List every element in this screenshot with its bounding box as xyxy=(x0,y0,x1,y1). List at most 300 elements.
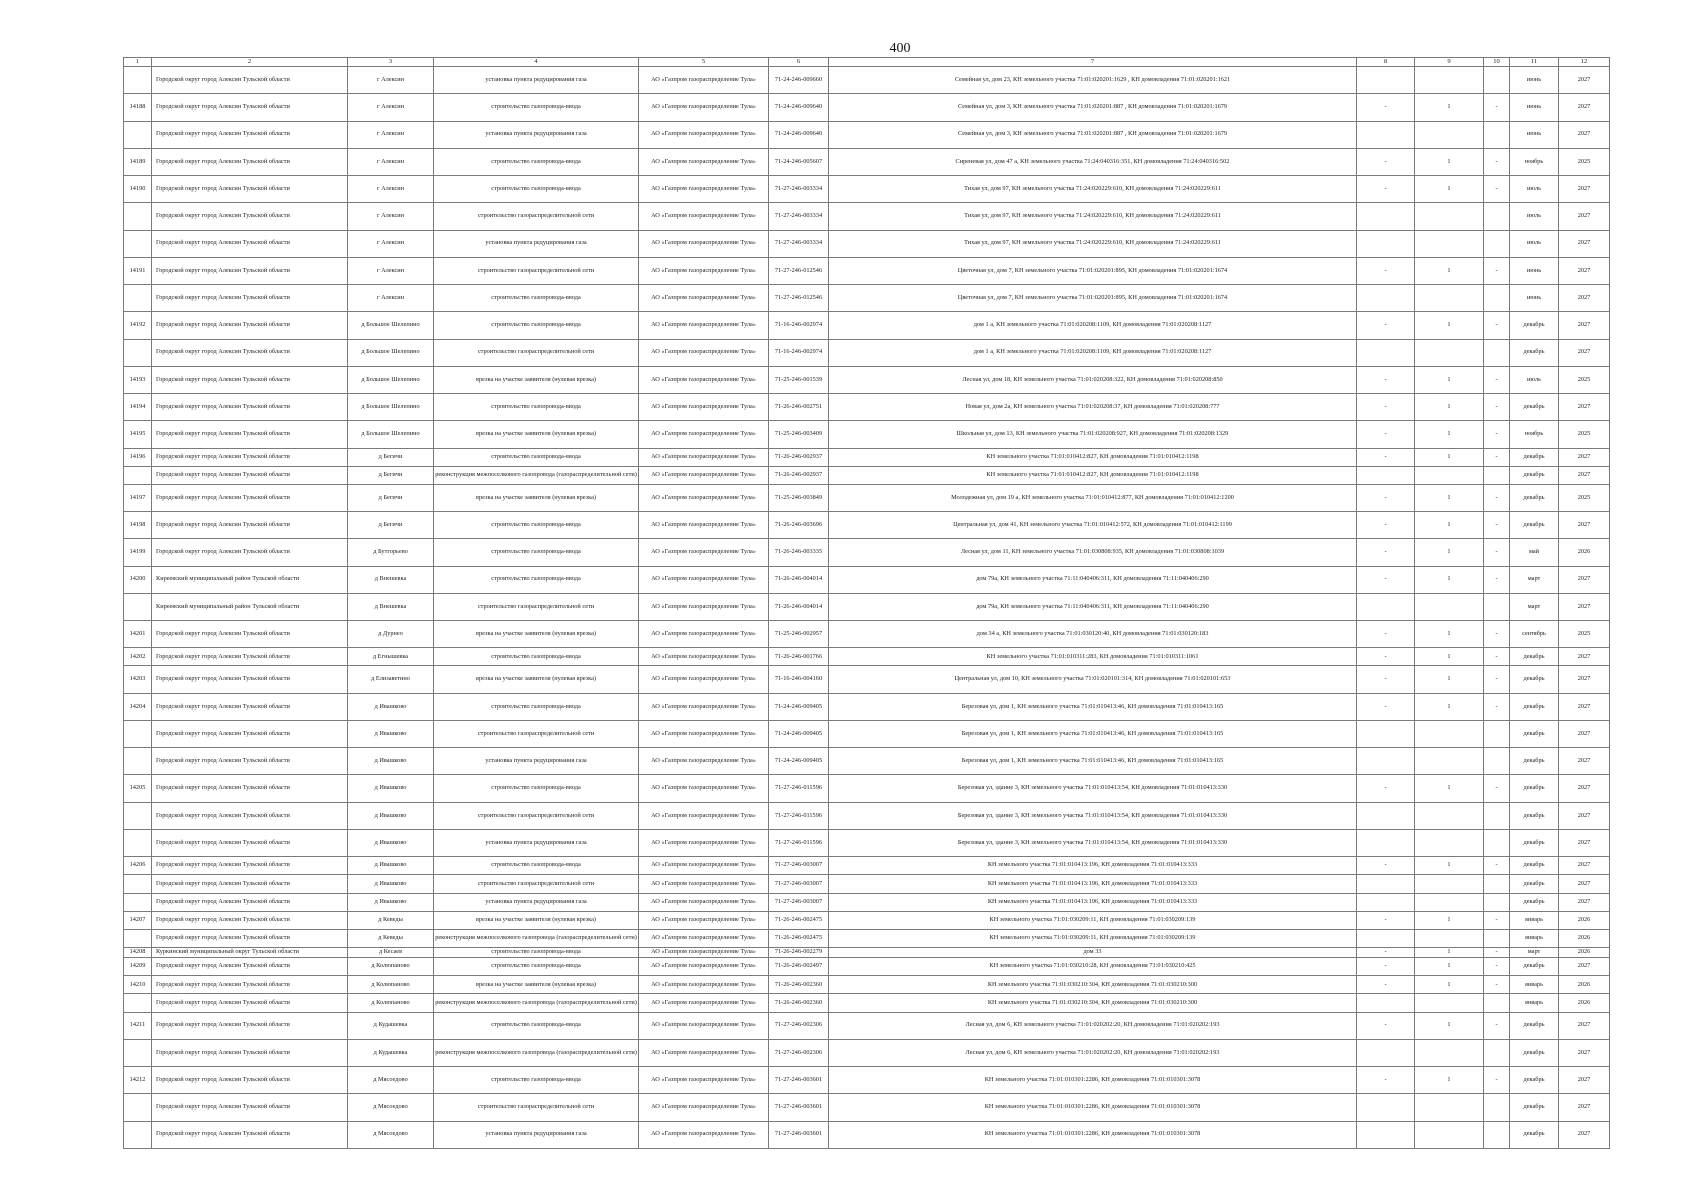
table-row xyxy=(124,566,1610,593)
table-cell: АО «Газпром газораспределение Тула» xyxy=(639,67,769,94)
table-cell: строительство газопровода-ввода xyxy=(434,775,639,802)
table-cell: - xyxy=(1484,948,1510,958)
table-cell: АО «Газпром газораспределение Тула» xyxy=(639,1121,769,1148)
table-cell: - xyxy=(1357,948,1415,958)
table-cell xyxy=(124,875,152,893)
table-cell: - xyxy=(1484,94,1510,121)
table-row xyxy=(124,893,1610,911)
table-cell: - xyxy=(1484,1067,1510,1094)
table-cell: строительство газопровода-ввода xyxy=(434,94,639,121)
table-cell: врезка на участке заявителя (нулевая врезка) xyxy=(434,666,639,693)
column-header: 7 xyxy=(829,58,1357,67)
table-cell xyxy=(1415,203,1484,230)
table-cell: 1 xyxy=(1415,775,1484,802)
table-cell: 1 xyxy=(1415,566,1484,593)
table-cell: 14203 xyxy=(124,666,152,693)
table-cell: д Ивашково xyxy=(348,775,434,802)
table-cell: 14191 xyxy=(124,257,152,284)
table-cell: 71-16-246-004160 xyxy=(769,666,829,693)
table-cell: 14198 xyxy=(124,512,152,539)
table-cell: июнь xyxy=(1510,67,1559,94)
table-cell: - xyxy=(1357,666,1415,693)
table-cell: 1 xyxy=(1415,448,1484,466)
table-cell: Лесная ул, дом 11, КН земельного участка 71:01:030808:935, КН домовладения 71:01:030808:1039 xyxy=(829,539,1357,566)
table-cell: 71-27-246-003601 xyxy=(769,1067,829,1094)
table-cell: 71-27-246-011596 xyxy=(769,829,829,856)
table-cell: АО «Газпром газораспределение Тула» xyxy=(639,893,769,911)
table-cell: 14195 xyxy=(124,421,152,448)
table-cell: д Ивашково xyxy=(348,857,434,875)
table-cell: АО «Газпром газораспределение Тула» xyxy=(639,121,769,148)
table-cell: 2027 xyxy=(1559,648,1610,666)
table-cell: - xyxy=(1357,257,1415,284)
table-cell: - xyxy=(1357,448,1415,466)
table-row xyxy=(124,948,1610,958)
table-cell: АО «Газпром газораспределение Тула» xyxy=(639,1067,769,1094)
table-cell: - xyxy=(1484,421,1510,448)
table-cell: Городской округ город Алексин Тульской области xyxy=(152,875,348,893)
table-cell xyxy=(1484,829,1510,856)
table-cell: декабрь xyxy=(1510,1067,1559,1094)
table-cell: 2026 xyxy=(1559,948,1610,958)
table-cell: 14200 xyxy=(124,566,152,593)
table-row xyxy=(124,1121,1610,1148)
table-cell: декабрь xyxy=(1510,648,1559,666)
table-cell: Киреевский муниципальный район Тульской области xyxy=(152,593,348,620)
table-cell: д Бегичи xyxy=(348,448,434,466)
table-cell: 71-26-246-002360 xyxy=(769,976,829,994)
table-cell: АО «Газпром газораспределение Тула» xyxy=(639,829,769,856)
table-cell: 14196 xyxy=(124,448,152,466)
table-cell: Городской округ город Алексин Тульской области xyxy=(152,648,348,666)
table-cell: 71-24-246-005607 xyxy=(769,148,829,175)
table-cell: 1 xyxy=(1415,94,1484,121)
table-cell: 14193 xyxy=(124,366,152,393)
table-cell: 71-27-246-003601 xyxy=(769,1121,829,1148)
table-row xyxy=(124,312,1610,339)
table-cell: установка пункта редуцирования газа xyxy=(434,893,639,911)
table-cell: строительство газопровода-ввода xyxy=(434,148,639,175)
table-cell: АО «Газпром газораспределение Тула» xyxy=(639,948,769,958)
table-row xyxy=(124,257,1610,284)
table-cell: КН земельного участка 71:01:030210:28, КН домовладения 71:01:030210:425 xyxy=(829,958,1357,976)
table-cell: АО «Газпром газораспределение Тула» xyxy=(639,1039,769,1066)
table-cell: декабрь xyxy=(1510,958,1559,976)
table-cell: декабрь xyxy=(1510,484,1559,511)
table-cell xyxy=(1415,748,1484,775)
table-cell: АО «Газпром газораспределение Тула» xyxy=(639,976,769,994)
table-cell: 14211 xyxy=(124,1012,152,1039)
table-cell: строительство газораспределительной сети xyxy=(434,593,639,620)
table-cell: Городской округ город Алексин Тульской области xyxy=(152,339,348,366)
table-cell: д Ивашково xyxy=(348,875,434,893)
page-number: 400 xyxy=(889,41,911,56)
table-cell: - xyxy=(1484,857,1510,875)
table-cell: строительство газопровода-ввода xyxy=(434,566,639,593)
table-cell: - xyxy=(1484,148,1510,175)
table-cell xyxy=(1357,466,1415,484)
table-cell: КН земельного участка 71:01:010301:2286, КН домовладения 71:01:010301:3078 xyxy=(829,1067,1357,1094)
table-cell: - xyxy=(1357,1067,1415,1094)
table-row xyxy=(124,421,1610,448)
table-cell xyxy=(124,285,152,312)
table-cell: Городской округ город Алексин Тульской области xyxy=(152,539,348,566)
table-cell: декабрь xyxy=(1510,512,1559,539)
table-cell: д Большое Шелепино xyxy=(348,421,434,448)
table-cell: АО «Газпром газораспределение Тула» xyxy=(639,312,769,339)
table-cell xyxy=(124,1121,152,1148)
table-cell: АО «Газпром газораспределение Тула» xyxy=(639,257,769,284)
table-cell: 71-27-246-011596 xyxy=(769,775,829,802)
table-row xyxy=(124,593,1610,620)
table-cell: июль xyxy=(1510,230,1559,257)
table-cell: декабрь xyxy=(1510,466,1559,484)
table-cell: строительство газопровода-ввода xyxy=(434,948,639,958)
table-cell: д Ивашково xyxy=(348,802,434,829)
table-cell: Березовая ул, дом 1, КН земельного участка 71:01:010413:46, КН домовладения 71:01:010413:165 xyxy=(829,748,1357,775)
table-cell: январь xyxy=(1510,929,1559,947)
table-cell xyxy=(1357,893,1415,911)
table-cell: 71-27-246-003601 xyxy=(769,1094,829,1121)
table-cell: строительство газопровода-ввода xyxy=(434,693,639,720)
table-cell: 14206 xyxy=(124,857,152,875)
table-cell: 2027 xyxy=(1559,67,1610,94)
table-cell: строительство газопровода-ввода xyxy=(434,312,639,339)
table-cell: Березовая ул, здание 3, КН земельного участка 71:01:010413:54, КН домовладения 71:01:010413:330 xyxy=(829,775,1357,802)
table-cell: АО «Газпром газораспределение Тула» xyxy=(639,958,769,976)
table-cell: Молодежная ул, дом 19 а, КН земельного участка 71:01:010412:877, КН домовладения 71:01:010412:1200 xyxy=(829,484,1357,511)
table-cell: АО «Газпром газораспределение Тула» xyxy=(639,857,769,875)
table-cell: 14209 xyxy=(124,958,152,976)
table-cell: 1 xyxy=(1415,312,1484,339)
table-cell: Семейная ул, дом 3, КН земельного участка 71:01:020201:887 , КН домовладения 71:01:020201:1679 xyxy=(829,121,1357,148)
table-cell: 14212 xyxy=(124,1067,152,1094)
table-cell: 71-27-246-002306 xyxy=(769,1012,829,1039)
table-cell: д Кудашевка xyxy=(348,1012,434,1039)
table-cell: 71-27-246-002306 xyxy=(769,1039,829,1066)
table-cell: 2025 xyxy=(1559,484,1610,511)
table-cell: 2027 xyxy=(1559,94,1610,121)
table-cell: 1 xyxy=(1415,1067,1484,1094)
table-cell: д Ивашково xyxy=(348,693,434,720)
table-cell: 2027 xyxy=(1559,748,1610,775)
table-cell: установка пункта редуцирования газа xyxy=(434,230,639,257)
table-cell: Городской округ город Алексин Тульской области xyxy=(152,448,348,466)
table-body xyxy=(124,67,1610,1149)
table-row xyxy=(124,1094,1610,1121)
table-cell: г Алексин xyxy=(348,257,434,284)
table-cell: установка пункта редуцирования газа xyxy=(434,748,639,775)
table-cell: - xyxy=(1357,94,1415,121)
table-cell: Городской округ город Алексин Тульской области xyxy=(152,958,348,976)
table-row xyxy=(124,666,1610,693)
table-cell: Городской округ город Алексин Тульской области xyxy=(152,1094,348,1121)
table-cell: 71-26-246-002279 xyxy=(769,948,829,958)
table-cell: - xyxy=(1357,484,1415,511)
table-cell: 1 xyxy=(1415,421,1484,448)
table-cell: реконструкция межпоселкового газопровода (газораспределительной сети) xyxy=(434,466,639,484)
table-cell: АО «Газпром газораспределение Тула» xyxy=(639,929,769,947)
table-row xyxy=(124,857,1610,875)
table-cell: АО «Газпром газораспределение Тула» xyxy=(639,394,769,421)
table-cell: д Мясоедово xyxy=(348,1121,434,1148)
table-cell: строительство газопровода-ввода xyxy=(434,857,639,875)
table-cell: ноябрь xyxy=(1510,421,1559,448)
table-row xyxy=(124,1067,1610,1094)
table-cell: - xyxy=(1357,421,1415,448)
table-cell: 2027 xyxy=(1559,802,1610,829)
table-cell: 1 xyxy=(1415,666,1484,693)
table-cell xyxy=(1484,875,1510,893)
table-cell xyxy=(1415,230,1484,257)
table-cell: - xyxy=(1484,484,1510,511)
table-cell: 71-26-246-002937 xyxy=(769,466,829,484)
column-header: 5 xyxy=(639,58,769,67)
table-cell xyxy=(124,994,152,1012)
table-cell: - xyxy=(1484,366,1510,393)
table-cell: 14199 xyxy=(124,539,152,566)
table-cell: - xyxy=(1357,857,1415,875)
table-cell: - xyxy=(1357,911,1415,929)
table-cell: АО «Газпром газораспределение Тула» xyxy=(639,1012,769,1039)
table-cell: 2027 xyxy=(1559,512,1610,539)
table-cell: д Егнышевка xyxy=(348,648,434,666)
table-cell: - xyxy=(1484,775,1510,802)
table-cell xyxy=(1484,466,1510,484)
table-cell: 71-16-246-002974 xyxy=(769,312,829,339)
table-cell: установка пункта редуцирования газа xyxy=(434,829,639,856)
table-cell: - xyxy=(1357,176,1415,203)
table-cell: 2026 xyxy=(1559,911,1610,929)
table-cell: 1 xyxy=(1415,394,1484,421)
table-cell: Березовая ул, здание 3, КН земельного участка 71:01:010413:54, КН домовладения 71:01:010413:330 xyxy=(829,802,1357,829)
table-cell xyxy=(1357,875,1415,893)
table-cell: - xyxy=(1484,394,1510,421)
table-row xyxy=(124,339,1610,366)
table-cell: 14189 xyxy=(124,148,152,175)
table-cell: Городской округ город Алексин Тульской области xyxy=(152,312,348,339)
table-cell xyxy=(124,802,152,829)
table-cell: г Алексин xyxy=(348,94,434,121)
header-row xyxy=(124,58,1610,67)
table-cell xyxy=(1415,720,1484,747)
table-cell: установка пункта редуцирования газа xyxy=(434,1121,639,1148)
table-cell: 71-24-246-009405 xyxy=(769,693,829,720)
table-cell: 2027 xyxy=(1559,448,1610,466)
table-cell: Городской округ город Алексин Тульской области xyxy=(152,1012,348,1039)
table-cell xyxy=(1357,285,1415,312)
table-cell: июнь xyxy=(1510,285,1559,312)
table-cell: Городской округ город Алексин Тульской области xyxy=(152,748,348,775)
table-cell: строительство газопровода-ввода xyxy=(434,1012,639,1039)
table-cell: 71-26-246-004014 xyxy=(769,593,829,620)
table-cell: Городской округ город Алексин Тульской области xyxy=(152,666,348,693)
table-cell: дом 79а, КН земельного участка 71:11:040406:311, КН домовладения 71:11:040406:290 xyxy=(829,566,1357,593)
table-cell: январь xyxy=(1510,911,1559,929)
table-cell: 71-26-246-002937 xyxy=(769,448,829,466)
table-cell xyxy=(1357,230,1415,257)
table-cell xyxy=(1357,802,1415,829)
table-cell: - xyxy=(1484,566,1510,593)
table-cell: июль xyxy=(1510,203,1559,230)
table-cell: 2027 xyxy=(1559,1094,1610,1121)
table-cell: 71-25-246-002957 xyxy=(769,621,829,648)
table-cell: г Алексин xyxy=(348,148,434,175)
table-cell: 71-27-246-003007 xyxy=(769,893,829,911)
table-cell: - xyxy=(1484,648,1510,666)
table-cell: 71-24-246-009640 xyxy=(769,94,829,121)
table-cell xyxy=(124,121,152,148)
table-cell: 14190 xyxy=(124,176,152,203)
table-cell xyxy=(124,1094,152,1121)
table-cell: 1 xyxy=(1415,148,1484,175)
table-cell xyxy=(1415,67,1484,94)
table-cell: декабрь xyxy=(1510,693,1559,720)
table-cell: июнь xyxy=(1510,121,1559,148)
table-cell: 2027 xyxy=(1559,394,1610,421)
table-cell: 2027 xyxy=(1559,121,1610,148)
table-cell: 14188 xyxy=(124,94,152,121)
table-cell: 2027 xyxy=(1559,285,1610,312)
table-cell: 2027 xyxy=(1559,176,1610,203)
table-cell xyxy=(1484,893,1510,911)
table-row xyxy=(124,448,1610,466)
table-cell: 2027 xyxy=(1559,857,1610,875)
table-cell: д Колюпаново xyxy=(348,976,434,994)
table-cell: 2027 xyxy=(1559,257,1610,284)
table-cell: Березовая ул, дом 1, КН земельного участка 71:01:010413:46, КН домовладения 71:01:010413:165 xyxy=(829,720,1357,747)
table-row xyxy=(124,829,1610,856)
table-cell xyxy=(1357,339,1415,366)
table-cell: 71-26-246-003335 xyxy=(769,539,829,566)
table-cell xyxy=(124,829,152,856)
table-cell: Городской округ город Алексин Тульской области xyxy=(152,94,348,121)
table-cell: - xyxy=(1357,958,1415,976)
table-cell: Городской округ город Алексин Тульской области xyxy=(152,911,348,929)
table-cell: Городской округ город Алексин Тульской области xyxy=(152,394,348,421)
table-cell: 2027 xyxy=(1559,1039,1610,1066)
table-cell: АО «Газпром газораспределение Тула» xyxy=(639,593,769,620)
table-cell: д Большое Шелепино xyxy=(348,366,434,393)
table-row xyxy=(124,693,1610,720)
column-header: 3 xyxy=(348,58,434,67)
table-row xyxy=(124,230,1610,257)
table-cell: АО «Газпром газораспределение Тула» xyxy=(639,285,769,312)
table-cell: Городской округ город Алексин Тульской области xyxy=(152,994,348,1012)
column-header: 4 xyxy=(434,58,639,67)
table-cell: врезка на участке заявителя (нулевая врезка) xyxy=(434,484,639,511)
table-cell: 2027 xyxy=(1559,1121,1610,1148)
table-cell xyxy=(1484,230,1510,257)
table-cell: июнь xyxy=(1510,257,1559,284)
table-cell: установка пункта редуцирования газа xyxy=(434,67,639,94)
table-cell: АО «Газпром газораспределение Тула» xyxy=(639,148,769,175)
table-cell: КН земельного участка 71:01:010413:196, КН домовладения 71:01:010413:333 xyxy=(829,893,1357,911)
table-cell: 2027 xyxy=(1559,1012,1610,1039)
table-cell xyxy=(1484,802,1510,829)
table-cell: Городской округ город Алексин Тульской области xyxy=(152,121,348,148)
table-cell: декабрь xyxy=(1510,875,1559,893)
table-cell: 2027 xyxy=(1559,958,1610,976)
table-cell: дом 1 а, КН земельного участка 71:01:020208:1109, КН домовладения 71:01:020208:1127 xyxy=(829,312,1357,339)
table-cell: март xyxy=(1510,566,1559,593)
table-cell: Центральная ул, дом 41, КН земельного участка 71:01:010412:572, КН домовладения 71:01:010412:1199 xyxy=(829,512,1357,539)
table-cell: май xyxy=(1510,539,1559,566)
table-cell xyxy=(124,720,152,747)
table-cell: - xyxy=(1484,958,1510,976)
table-row xyxy=(124,94,1610,121)
table-cell xyxy=(1484,1094,1510,1121)
table-cell xyxy=(1415,875,1484,893)
table-row xyxy=(124,911,1610,929)
table-cell: 2027 xyxy=(1559,203,1610,230)
table-cell: 1 xyxy=(1415,958,1484,976)
table-cell: строительство газопровода-ввода xyxy=(434,648,639,666)
table-cell: декабрь xyxy=(1510,802,1559,829)
table-cell xyxy=(124,230,152,257)
table-cell: июнь xyxy=(1510,94,1559,121)
table-cell xyxy=(1415,1094,1484,1121)
table-cell: строительство газораспределительной сети xyxy=(434,1094,639,1121)
table-cell: 14201 xyxy=(124,621,152,648)
table-cell: д Большое Шелепино xyxy=(348,339,434,366)
table-cell: июль xyxy=(1510,176,1559,203)
table-cell: декабрь xyxy=(1510,1039,1559,1066)
table-cell: АО «Газпром газораспределение Тула» xyxy=(639,911,769,929)
table-cell: - xyxy=(1484,539,1510,566)
table-cell: - xyxy=(1484,621,1510,648)
table-cell: - xyxy=(1357,366,1415,393)
table-cell: 1 xyxy=(1415,1012,1484,1039)
table-cell xyxy=(1415,285,1484,312)
table-cell xyxy=(1415,1121,1484,1148)
table-cell: декабрь xyxy=(1510,775,1559,802)
table-cell: Новая ул, дом 2а, КН земельного участка 71:01:020208:37, КН домовладения 71:01:020208:777 xyxy=(829,394,1357,421)
table-cell: врезка на участке заявителя (нулевая врезка) xyxy=(434,421,639,448)
table-cell: дом 1 а, КН земельного участка 71:01:020208:1109, КН домовладения 71:01:020208:1127 xyxy=(829,339,1357,366)
table-cell: 1 xyxy=(1415,857,1484,875)
table-cell: АО «Газпром газораспределение Тула» xyxy=(639,339,769,366)
table-cell: 1 xyxy=(1415,648,1484,666)
table-cell: д Колюпаново xyxy=(348,994,434,1012)
table-cell: АО «Газпром газораспределение Тула» xyxy=(639,484,769,511)
table-cell: г Алексин xyxy=(348,203,434,230)
table-cell: АО «Газпром газораспределение Тула» xyxy=(639,466,769,484)
table-cell: 1 xyxy=(1415,621,1484,648)
table-cell: Городской округ город Алексин Тульской области xyxy=(152,1121,348,1148)
table-cell: 14202 xyxy=(124,648,152,666)
table-cell xyxy=(1415,121,1484,148)
table-cell: АО «Газпром газораспределение Тула» xyxy=(639,421,769,448)
table-cell: д Ивашково xyxy=(348,748,434,775)
table-cell: Березовая ул, здание 3, КН земельного участка 71:01:010413:54, КН домовладения 71:01:010413:330 xyxy=(829,829,1357,856)
table-cell: 2027 xyxy=(1559,893,1610,911)
table-cell: Городской округ город Алексин Тульской области xyxy=(152,67,348,94)
table-cell: 71-26-246-004014 xyxy=(769,566,829,593)
table-cell: Лесная ул, дом 6, КН земельного участка 71:01:020202:20, КН домовладения 71:01:020202:193 xyxy=(829,1012,1357,1039)
table-row xyxy=(124,1012,1610,1039)
table-cell: 14210 xyxy=(124,976,152,994)
table-cell: Городской округ город Алексин Тульской области xyxy=(152,929,348,947)
table-cell: Городской округ город Алексин Тульской области xyxy=(152,230,348,257)
table-cell: 14192 xyxy=(124,312,152,339)
column-header: 6 xyxy=(769,58,829,67)
table-cell: д Большое Шелепино xyxy=(348,394,434,421)
table-cell: строительство газопровода-ввода xyxy=(434,285,639,312)
table-cell xyxy=(1357,121,1415,148)
table-cell: Цветочная ул, дом 7, КН земельного участка 71:01:020201:895, КН домовладения 71:01:020201:1674 xyxy=(829,285,1357,312)
table-cell xyxy=(124,466,152,484)
